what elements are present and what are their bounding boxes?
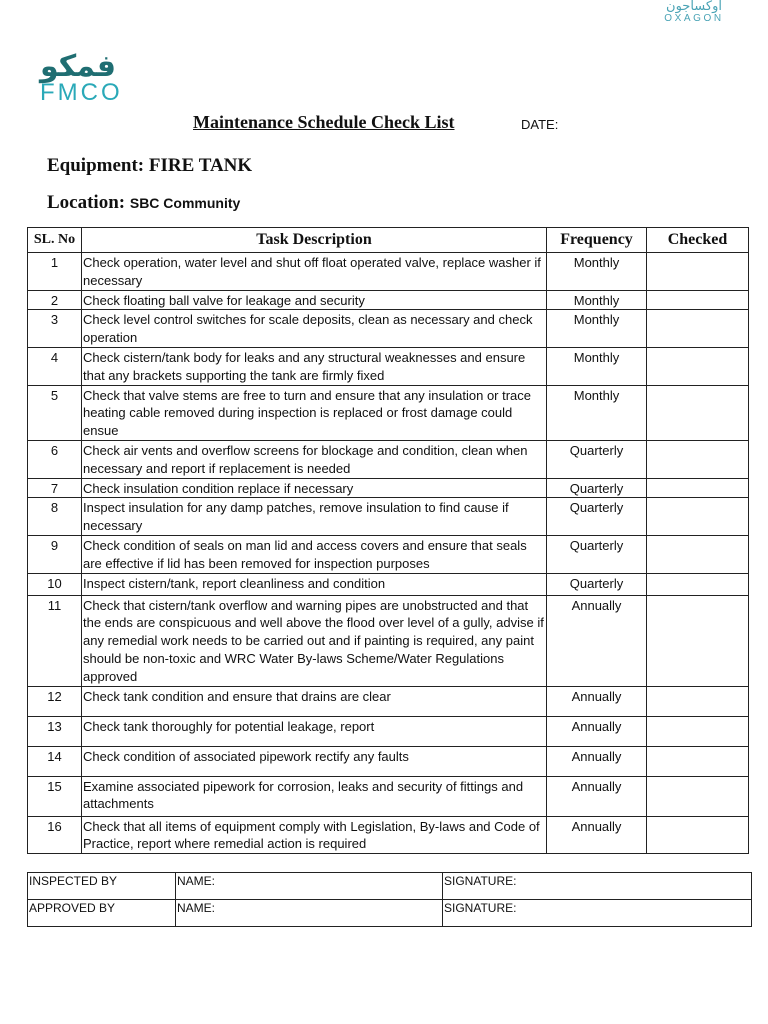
col-header-sl-no: SL. No xyxy=(28,228,82,253)
signoff-signature-field[interactable]: SIGNATURE: xyxy=(443,873,752,900)
row-frequency: Monthly xyxy=(547,347,647,385)
row-number: 8 xyxy=(28,498,82,536)
row-task-description: Inspect insulation for any damp patches, remove insulation to find cause if necessary xyxy=(82,498,547,536)
signoff-role: APPROVED BY xyxy=(28,900,176,927)
table-row xyxy=(28,535,749,573)
row-number: 3 xyxy=(28,310,82,348)
row-frequency: Annually xyxy=(547,595,647,686)
row-number: 7 xyxy=(28,478,82,498)
row-frequency: Monthly xyxy=(547,385,647,440)
row-frequency: Annually xyxy=(547,746,647,776)
row-checked-cell[interactable] xyxy=(647,290,749,310)
signoff-name-field[interactable]: NAME: xyxy=(176,900,443,927)
row-number: 6 xyxy=(28,440,82,478)
table-header-row xyxy=(28,228,749,253)
oxagon-logo-arabic: اوكساجون xyxy=(666,0,722,14)
location-value: SBC Community xyxy=(129,195,241,211)
table-row xyxy=(28,498,749,536)
equipment-line xyxy=(47,155,252,177)
row-task-description: Check operation, water level and shut off float operated valve, replace washer if necessary xyxy=(82,253,547,291)
row-task-description: Check level control switches for scale deposits, clean as necessary and check operation xyxy=(82,310,547,348)
table-row xyxy=(28,776,749,816)
row-checked-cell[interactable] xyxy=(647,746,749,776)
row-checked-cell[interactable] xyxy=(647,347,749,385)
row-checked-cell[interactable] xyxy=(647,776,749,816)
row-number: 11 xyxy=(28,595,82,686)
row-number: 14 xyxy=(28,746,82,776)
row-frequency: Annually xyxy=(547,776,647,816)
table-row xyxy=(28,290,749,310)
table-row xyxy=(28,385,749,440)
row-checked-cell[interactable] xyxy=(647,716,749,746)
row-task-description: Check air vents and overflow screens for blockage and condition, clean when necessary and report if replacement is needed xyxy=(82,440,547,478)
row-task-description: Check that cistern/tank overflow and warning pipes are unobstructed and that the ends are conspicuous and well above the flood over level of a gully, advise if any remedial work needs to be carried out and if painting is required, any paint should be non-toxic and WRC Water By-laws Scheme/Water Regulations approved xyxy=(82,595,547,686)
oxagon-logo xyxy=(648,0,740,24)
table-row xyxy=(28,440,749,478)
row-frequency: Quarterly xyxy=(547,440,647,478)
row-task-description: Examine associated pipework for corrosion, leaks and security of fittings and attachments xyxy=(82,776,547,816)
row-checked-cell[interactable] xyxy=(647,595,749,686)
equipment-value: FIRE TANK xyxy=(148,155,253,176)
row-frequency: Monthly xyxy=(547,310,647,348)
row-task-description: Check cistern/tank body for leaks and any structural weaknesses and ensure that any brackets supporting the tank are firmly fixed xyxy=(82,347,547,385)
task-table-body xyxy=(28,253,749,854)
col-header-frequency: Frequency xyxy=(547,228,647,253)
row-frequency: Quarterly xyxy=(547,478,647,498)
row-frequency: Annually xyxy=(547,686,647,716)
row-task-description: Check condition of associated pipework rectify any faults xyxy=(82,746,547,776)
signoff-signature-field[interactable]: SIGNATURE: xyxy=(443,900,752,927)
row-checked-cell[interactable] xyxy=(647,440,749,478)
location-label: Location: xyxy=(47,192,126,213)
signoff-name-field[interactable]: NAME: xyxy=(176,873,443,900)
row-frequency: Quarterly xyxy=(547,535,647,573)
table-row xyxy=(28,310,749,348)
row-number: 9 xyxy=(28,535,82,573)
fmco-logo xyxy=(40,49,136,106)
row-checked-cell[interactable] xyxy=(647,478,749,498)
signoff-table-body xyxy=(28,873,752,927)
row-checked-cell[interactable] xyxy=(647,310,749,348)
table-row xyxy=(28,716,749,746)
row-frequency: Monthly xyxy=(547,290,647,310)
row-number: 1 xyxy=(28,253,82,291)
row-frequency: Annually xyxy=(547,816,647,854)
row-task-description: Inspect cistern/tank, report cleanliness and condition xyxy=(82,573,547,595)
row-frequency: Monthly xyxy=(547,253,647,291)
signoff-row xyxy=(28,873,752,900)
row-number: 12 xyxy=(28,686,82,716)
oxagon-logo-english: OXAGON xyxy=(664,13,724,24)
row-checked-cell[interactable] xyxy=(647,498,749,536)
row-task-description: Check condition of seals on man lid and access covers and ensure that seals are effective if lid has been removed for inspection purposes xyxy=(82,535,547,573)
table-row xyxy=(28,746,749,776)
table-row xyxy=(28,686,749,716)
row-checked-cell[interactable] xyxy=(647,573,749,595)
row-task-description: Check that all items of equipment comply with Legislation, By-laws and Code of Practice, report where remedial action is required xyxy=(82,816,547,854)
table-row xyxy=(28,816,749,854)
row-checked-cell[interactable] xyxy=(647,686,749,716)
row-task-description: Check that valve stems are free to turn and ensure that any insulation or trace heating cable removed during inspection is replaced or frost damage could ensue xyxy=(82,385,547,440)
row-number: 16 xyxy=(28,816,82,854)
row-frequency: Quarterly xyxy=(547,573,647,595)
signoff-row xyxy=(28,900,752,927)
signoff-table xyxy=(27,872,752,927)
row-number: 13 xyxy=(28,716,82,746)
equipment-label: Equipment: xyxy=(47,155,145,176)
row-task-description: Check insulation condition replace if necessary xyxy=(82,478,547,498)
row-checked-cell[interactable] xyxy=(647,253,749,291)
task-table xyxy=(27,227,749,854)
table-row xyxy=(28,595,749,686)
row-number: 5 xyxy=(28,385,82,440)
row-task-description: Check floating ball valve for leakage and security xyxy=(82,290,547,310)
row-frequency: Quarterly xyxy=(547,498,647,536)
location-line xyxy=(47,192,240,214)
row-frequency: Annually xyxy=(547,716,647,746)
row-task-description: Check tank condition and ensure that drains are clear xyxy=(82,686,547,716)
row-checked-cell[interactable] xyxy=(647,816,749,854)
table-row xyxy=(28,253,749,291)
document-title: Maintenance Schedule Check List xyxy=(193,112,455,132)
date-label: DATE: xyxy=(521,117,559,132)
fmco-logo-english: FMCO xyxy=(40,79,123,106)
col-header-checked: Checked xyxy=(647,228,749,253)
table-row xyxy=(28,347,749,385)
col-header-task-description: Task Description xyxy=(82,228,547,253)
table-row xyxy=(28,478,749,498)
row-checked-cell[interactable] xyxy=(647,535,749,573)
row-number: 15 xyxy=(28,776,82,816)
row-number: 10 xyxy=(28,573,82,595)
row-checked-cell[interactable] xyxy=(647,385,749,440)
row-number: 2 xyxy=(28,290,82,310)
fmco-logo-arabic: فمكو xyxy=(40,49,117,84)
row-number: 4 xyxy=(28,347,82,385)
row-task-description: Check tank thoroughly for potential leakage, report xyxy=(82,716,547,746)
signoff-role: INSPECTED BY xyxy=(28,873,176,900)
table-row xyxy=(28,573,749,595)
